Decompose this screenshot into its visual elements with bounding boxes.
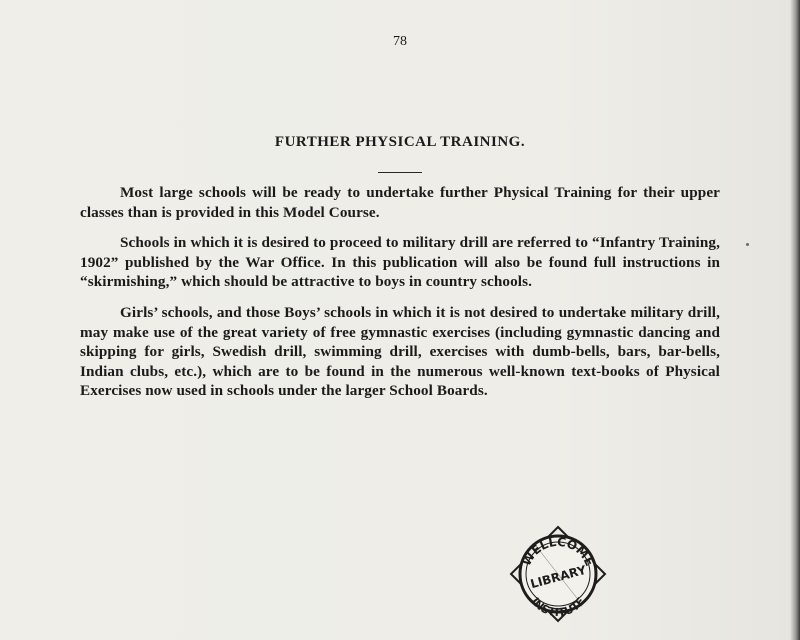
paragraph: Girls’ schools, and those Boys’ schools in which it is not desired to undertake military drill, may make use of the great variety of free gymnastic exercises (including gymnastic dancing and skipping for girls, Swedish drill, swimming drill, exercises with dumb-bells, bars, bar-bells, Indian clubs, etc.), which are to be found in the numerous well-known text-books of Physical Exercises now used in schools under the larger School Boards. [80,303,720,400]
heading-rule [378,172,422,173]
stamp-bottom-text: INSTITUTE [528,594,588,620]
paragraph: Schools in which it is desired to proceed to military drill are referred to “Infantry Training, 1902” published by the War Office. In this publication will also be found full instructions in “skirmishing,” which should be attractive to boys in country schools. [80,234,720,291]
paragraph: Most large schools will be ready to undertake further Physical Training for their upper classes than is provided in this Model Course. [80,184,720,221]
stamp-middle-text: LIBRARY [528,562,588,592]
library-stamp [508,524,608,624]
body-text [80,183,720,412]
stamp-top-text: WELLCOME [519,534,597,569]
paper-speck [746,243,749,246]
page-edge-shadow [790,0,800,640]
page-number: 78 [393,34,407,49]
section-heading: FURTHER PHYSICAL TRAINING. [274,134,526,150]
